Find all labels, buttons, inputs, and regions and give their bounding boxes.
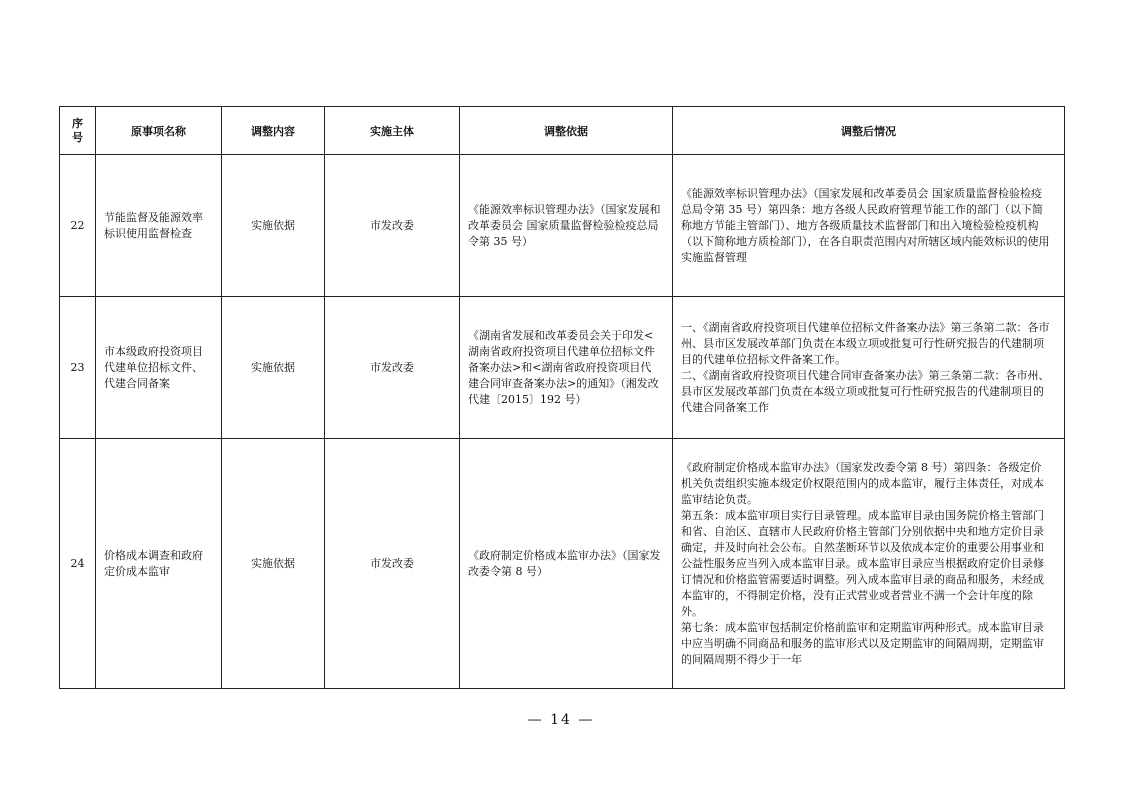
result-paragraph: 《政府制定价格成本监审办法》（国家发改委令第 8 号）第四条：各级定价机关负责组织实施本级定价权限范围内的成本监审，履行主体责任，对成本监审结论负责。 [681,460,1044,506]
table-header-row [60,107,1065,155]
row-name: 市本级政府投资项目代建单位招标文件、代建合同备案 [96,297,222,439]
row-name: 价格成本调查和政府定价成本监审 [96,439,222,689]
result-paragraph: 《能源效率标识管理办法》（国家发展和改革委员会 国家质量监督检验检疫总局令第 35 号）第四条：地方各级人民政府管理节能工作的部门（以下简称地方节能主管部门）、地方各级质量技术监督部门和出入境检验检疫机构（以下简称地方质检部门），在各自职责范围内对所辖区域内能效标识的使用实施监督管理 [681,186,1050,264]
header-basis: 调整依据 [460,107,673,155]
row-basis: 《政府制定价格成本监审办法》（国家发改委令第 8 号） [460,439,673,689]
row-num: 22 [60,155,96,297]
row-name: 节能监督及能源效率标识使用监督检查 [96,155,222,297]
header-name: 原事项名称 [96,107,222,155]
table-row [60,155,1065,297]
row-result [673,439,1065,689]
result-paragraph: 二、《湖南省政府投资项目代建合同审查备案办法》第三条第二款：各市州、县市区发展改革部门负责在本级立项或批复可行性研究报告的代建制项目的代建合同备案工作 [681,368,1050,414]
header-content: 调整内容 [222,107,325,155]
result-paragraph: 第七条：成本监审包括制定价格前监审和定期监审两种形式。成本监审目录中应当明确不同商品和服务的监审形式以及定期监审的间隔周期，定期监审的间隔周期不得少于一年 [681,620,1044,666]
row-num: 24 [60,439,96,689]
row-subject: 市发改委 [325,155,460,297]
row-result [673,297,1065,439]
row-content: 实施依据 [222,155,325,297]
header-result: 调整后情况 [673,107,1065,155]
header-subject: 实施主体 [325,107,460,155]
table-row [60,297,1065,439]
header-num: 序号 [60,107,96,155]
row-content: 实施依据 [222,297,325,439]
result-paragraph: 一、《湖南省政府投资项目代建单位招标文件备案办法》第三条第二款：各市州、县市区发展改革部门负责在本级立项或批复可行性研究报告的代建制项目的代建单位招标文件备案工作。 [681,320,1050,366]
row-subject: 市发改委 [325,297,460,439]
row-basis: 《湖南省发展和改革委员会关于印发<湖南省政府投资项目代建单位招标文件备案办法>和<湖南省政府投资项目代建合同审查备案办法>的通知》（湘发改代建〔2015〕192 号） [460,297,673,439]
row-basis: 《能源效率标识管理办法》（国家发展和改革委员会 国家质量监督检验检疫总局令第 35 号） [460,155,673,297]
row-result [673,155,1065,297]
adjustment-table [59,106,1065,689]
row-num: 23 [60,297,96,439]
result-paragraph: 第五条：成本监审项目实行目录管理。成本监审目录由国务院价格主管部门和省、自治区、直辖市人民政府价格主管部门分别依据中央和地方定价目录确定，并及时向社会公布。自然垄断环节以及依成本定价的重要公用事业和公益性服务应当列入成本监审目录。成本监审目录应当根据政府定价目录修订情况和价格监管需要适时调整。列入成本监审目录的商品和服务，未经成本监审的，不得制定价格，没有正式营业或者营业不满一个会计年度的除外。 [681,508,1044,618]
table-row [60,439,1065,689]
page-number: — 14 — [527,712,595,728]
row-subject: 市发改委 [325,439,460,689]
row-content: 实施依据 [222,439,325,689]
